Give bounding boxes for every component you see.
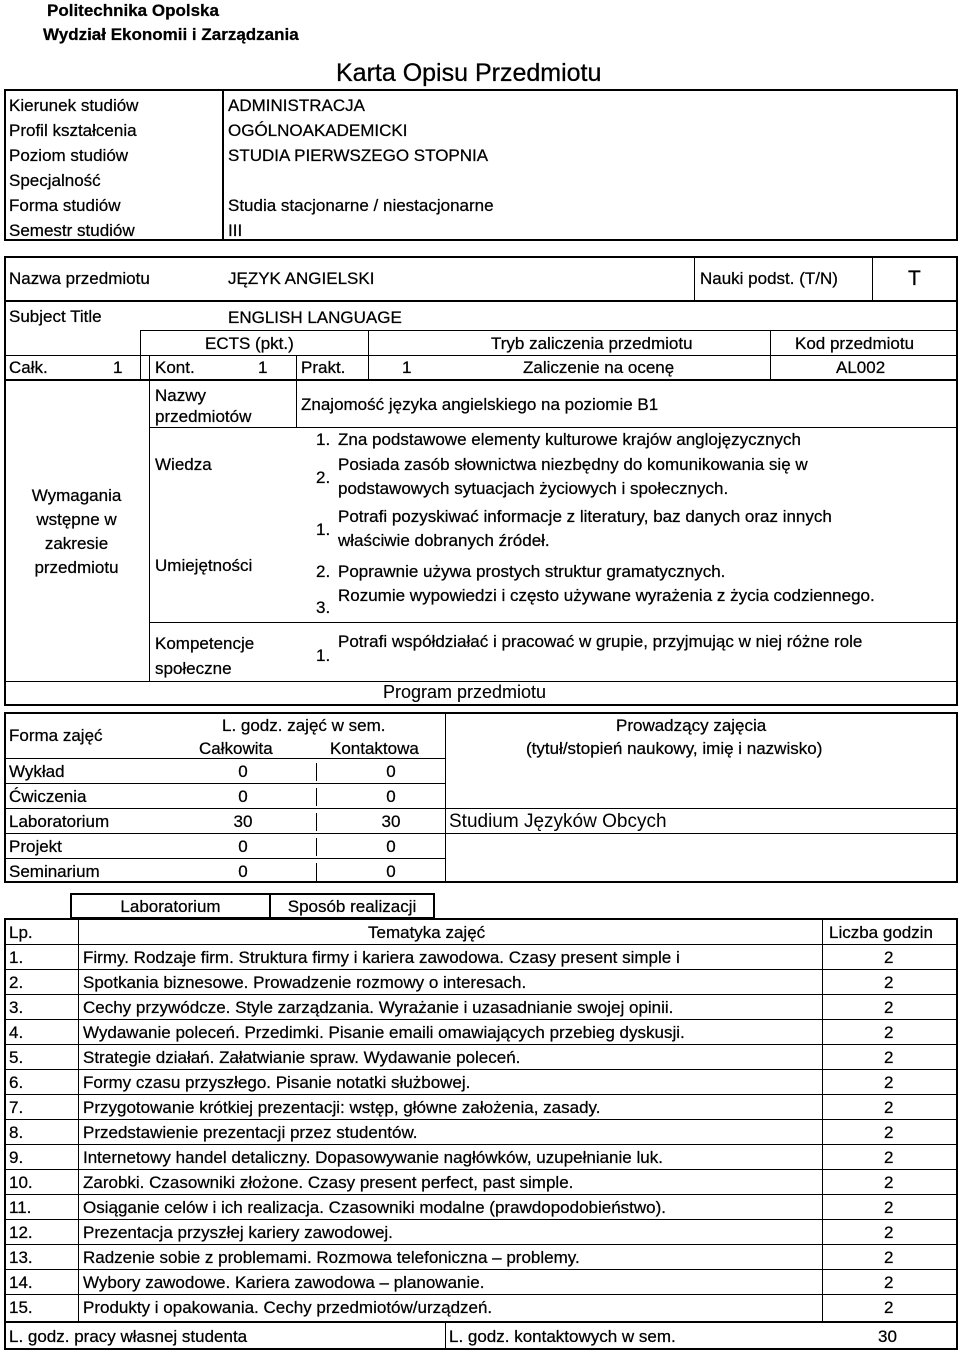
- kont-label: Kont.: [155, 358, 195, 377]
- wiedza-num: 2.: [316, 468, 331, 487]
- divider: [4, 758, 445, 759]
- program-title: Program przedmiotu: [383, 682, 547, 702]
- topic-hours: 2: [884, 1298, 894, 1317]
- umiejetnosci-item: właściwie dobranych źródeł.: [338, 531, 550, 550]
- umiejetnosci-num: 2.: [316, 562, 331, 581]
- umiejetnosci-label: Umiejętności: [155, 556, 253, 575]
- subject-name: JĘZYK ANGIELSKI: [228, 269, 375, 288]
- divider: [822, 918, 823, 1322]
- topic-hours: 2: [884, 1123, 894, 1142]
- divider: [296, 379, 297, 427]
- divider: [296, 355, 297, 379]
- divider: [4, 1069, 958, 1070]
- umiejetnosci-num: 1.: [316, 520, 331, 539]
- info-box: [4, 89, 958, 241]
- wlasna-label: L. godz. pracy własnej studenta: [9, 1327, 248, 1346]
- divider: [4, 1019, 958, 1020]
- kompetencje-item: Potrafi współdziałać i pracować w grupie, przyjmując w niej różne role: [338, 632, 863, 651]
- lp-header: Lp.: [9, 923, 33, 942]
- topic-hours: 2: [884, 1273, 894, 1292]
- wiedza-num: 1.: [316, 430, 331, 449]
- topic-hours: 2: [884, 948, 894, 967]
- topic-text: Produkty i opakowania. Cechy przedmiotów/urządzeń.: [83, 1298, 493, 1317]
- topic-text: Internetowy handel detaliczny. Dopasowywanie nagłówków, uzupełnianie luk.: [83, 1148, 663, 1167]
- topic-lp: 5.: [9, 1048, 24, 1067]
- info-value-semestr: III: [228, 221, 243, 240]
- divider: [4, 1119, 958, 1120]
- divider: [4, 1194, 958, 1195]
- divider: [445, 712, 446, 883]
- topic-hours: 2: [884, 1173, 894, 1192]
- topic-lp: 14.: [9, 1273, 33, 1292]
- topic-lp: 8.: [9, 1123, 24, 1142]
- divider: [316, 863, 317, 881]
- divider: [4, 1219, 958, 1220]
- requirements-label-line: wstępne w: [36, 510, 117, 529]
- wiedza-item: podstawowych sytuacjach życiowych i społecznych.: [338, 479, 729, 498]
- divider: [4, 833, 958, 834]
- nazwy-value: Znajomość języka angielskiego na poziomie B1: [301, 395, 659, 414]
- topic-lp: 6.: [9, 1073, 24, 1092]
- calk-value: 1: [113, 358, 123, 377]
- divider: [149, 355, 150, 379]
- forma-row-kont: 30: [381, 812, 401, 831]
- info-value-profil: OGÓLNOAKADEMICKI: [228, 121, 408, 140]
- divider: [4, 944, 958, 945]
- topic-text: Prezentacja przyszłej kariery zawodowej.: [83, 1223, 393, 1242]
- divider: [4, 1169, 958, 1170]
- tematyka-header: Tematyka zajęć: [368, 923, 486, 942]
- prowadzacy-sub: (tytuł/stopień naukowy, imię i nazwisko): [526, 739, 823, 758]
- calkowita-label: Całkowita: [199, 739, 273, 758]
- kompetencje-num: 1.: [316, 646, 331, 665]
- kompetencje-label: [155, 631, 254, 681]
- prakt-label: Prakt.: [301, 358, 346, 377]
- topic-lp: 12.: [9, 1223, 33, 1242]
- liczba-header: Liczba godzin: [829, 923, 933, 942]
- topic-lp: 3.: [9, 998, 24, 1017]
- info-label-poziom: Poziom studiów: [9, 146, 129, 165]
- forma-row-calk: 30: [233, 812, 253, 831]
- requirements-label-line: Wymagania: [31, 486, 122, 505]
- divider: [4, 1321, 958, 1323]
- divider: [149, 622, 958, 623]
- topic-text: Spotkania biznesowe. Prowadzenie rozmowy o interesach.: [83, 973, 527, 992]
- divider: [4, 1294, 958, 1295]
- info-label-forma: Forma studiów: [9, 196, 121, 215]
- forma-row-calk: 0: [238, 862, 248, 881]
- topic-text: Osiąganie celów i ich realizacja. Czasowniki modalne (prawdopodobieństwo).: [83, 1198, 667, 1217]
- topic-hours: 2: [884, 1023, 894, 1042]
- hours-label: L. godz. zajęć w sem.: [222, 716, 386, 735]
- topic-text: Firmy. Rodzaje firm. Struktura firmy i kariera zawodowa. Czasy present simple i: [83, 948, 680, 967]
- subject-name-label: Nazwa przedmiotu: [9, 269, 150, 288]
- topic-hours: 2: [884, 1223, 894, 1242]
- divider: [4, 969, 958, 970]
- forma-row-kont: 0: [386, 837, 396, 856]
- forma-row-label: Ćwiczenia: [9, 787, 87, 806]
- umiejetnosci-num: 3.: [316, 598, 331, 617]
- wiedza-label: Wiedza: [155, 455, 212, 474]
- wiedza-item: Zna podstawowe elementy kulturowe krajów anglojęzycznych: [338, 430, 802, 449]
- topic-hours: 2: [884, 1248, 894, 1267]
- topic-hours: 2: [884, 1048, 894, 1067]
- divider: [4, 783, 445, 784]
- kontakt-value: 30: [878, 1327, 897, 1346]
- topic-text: Zarobki. Czasowniki złożone. Czasy present perfect, past simple.: [83, 1173, 574, 1192]
- forma-row-kont: 0: [386, 787, 396, 806]
- topic-text: Strategie działań. Załatwianie spraw. Wydawanie poleceń.: [83, 1048, 521, 1067]
- divider: [4, 379, 958, 381]
- nazwy-label-line: przedmiotów: [155, 407, 252, 426]
- requirements-label: [4, 484, 149, 580]
- topic-text: Wydawanie poleceń. Przedimki. Pisanie emaili omawiających przebieg dyskusji.: [83, 1023, 685, 1042]
- divider: [316, 788, 317, 806]
- info-label-kierunek: Kierunek studiów: [9, 96, 139, 115]
- prowadzacy-value: Studium Języków Obcych: [449, 811, 667, 832]
- divider: [316, 763, 317, 781]
- umiejetnosci-item: Rozumie wypowiedzi i często używane wyrażenia z życia codziennego.: [338, 586, 875, 605]
- divider: [445, 1322, 446, 1350]
- topic-hours: 2: [884, 973, 894, 992]
- divider: [4, 1094, 958, 1095]
- nazwy-label: [155, 385, 251, 427]
- info-value-forma: Studia stacjonarne / niestacjonarne: [228, 196, 494, 215]
- sposob-label: Sposób realizacji: [287, 897, 417, 916]
- divider: [4, 300, 958, 302]
- divider: [694, 256, 695, 300]
- topic-lp: 1.: [9, 948, 24, 967]
- kod-value: AL002: [836, 358, 886, 377]
- topic-lp: 7.: [9, 1098, 24, 1117]
- divider: [4, 994, 958, 995]
- requirements-label-line: przedmiotu: [34, 558, 119, 577]
- ects-label: ECTS (pkt.): [205, 334, 294, 353]
- divider: [316, 838, 317, 856]
- topic-hours: 2: [884, 1148, 894, 1167]
- subject-title-label: Subject Title: [9, 307, 102, 326]
- divider: [78, 918, 79, 1322]
- kont-value: 1: [258, 358, 268, 377]
- kompetencje-label-line: społeczne: [155, 659, 232, 678]
- kontakt-label: L. godz. kontaktowych w sem.: [449, 1327, 676, 1346]
- forma-row-calk: 0: [238, 837, 248, 856]
- topic-lp: 2.: [9, 973, 24, 992]
- topic-hours: 2: [884, 1198, 894, 1217]
- topic-lp: 11.: [9, 1198, 32, 1217]
- topic-hours: 2: [884, 1098, 894, 1117]
- topic-text: Cechy przywódcze. Style zarządzania. Wyrażanie i uzasadnianie swojej opinii.: [83, 998, 674, 1017]
- nazwy-label-line: Nazwy: [155, 386, 207, 405]
- topic-hours: 2: [884, 1073, 894, 1092]
- subject-title-en: ENGLISH LANGUAGE: [228, 308, 402, 327]
- divider: [149, 379, 150, 681]
- topic-lp: 15.: [9, 1298, 33, 1317]
- university-name: Politechnika Opolska: [47, 1, 219, 20]
- prakt-value: 1: [402, 358, 412, 377]
- topic-lp: 4.: [9, 1023, 24, 1042]
- nauki-value: T: [908, 267, 921, 290]
- umiejetnosci-item: Poprawnie używa prostych struktur gramatycznych.: [338, 562, 726, 581]
- umiejetnosci-item: Potrafi pozyskiwać informacje z literatury, baz danych oraz innych: [338, 507, 832, 526]
- divider: [316, 813, 317, 831]
- topic-text: Wybory zawodowe. Kariera zawodowa – planowanie.: [83, 1273, 485, 1292]
- topic-lp: 9.: [9, 1148, 24, 1167]
- info-label-specjalnosc: Specjalność: [9, 171, 101, 190]
- divider: [872, 256, 873, 300]
- wiedza-item: Posiada zasób słownictwa niezbędny do komunikowania się w: [338, 455, 808, 474]
- divider: [140, 330, 958, 331]
- divider: [4, 1044, 958, 1045]
- forma-row-label: Projekt: [9, 837, 62, 856]
- kontaktowa-label: Kontaktowa: [330, 739, 419, 758]
- forma-row-calk: 0: [238, 762, 248, 781]
- divider: [4, 1244, 958, 1245]
- topic-text: Formy czasu przyszłego. Pisanie notatki służbowej.: [83, 1073, 471, 1092]
- info-value-kierunek: ADMINISTRACJA: [228, 96, 365, 115]
- topic-text: Przygotowanie krótkiej prezentacji: wstęp, główne założenia, zasady.: [83, 1098, 601, 1117]
- requirements-label-line: zakresie: [44, 534, 109, 553]
- topic-text: Radzenie sobie z problemami. Rozmowa telefoniczna – problemy.: [83, 1248, 580, 1267]
- divider: [4, 858, 445, 859]
- faculty-name: Wydział Ekonomii i Zarządzania: [43, 25, 299, 44]
- topic-text: Przedstawienie prezentacji przez studentów.: [83, 1123, 418, 1142]
- topic-lp: 10.: [9, 1173, 33, 1192]
- info-divider: [222, 89, 224, 241]
- page-title: Karta Opisu Przedmiotu: [336, 59, 602, 87]
- forma-row-label: Wykład: [9, 762, 65, 781]
- info-value-poziom: STUDIA PIERWSZEGO STOPNIA: [228, 146, 489, 165]
- tryb-value: Zaliczenie na ocenę: [523, 358, 675, 377]
- divider: [4, 1269, 958, 1270]
- divider: [4, 808, 958, 809]
- forma-row-label: Laboratorium: [9, 812, 110, 831]
- divider: [4, 355, 958, 356]
- info-label-semestr: Semestr studiów: [9, 221, 135, 240]
- calk-label: Całk.: [9, 358, 48, 377]
- form-type-label: Laboratorium: [120, 897, 221, 916]
- nauki-label: Nauki podst. (T/N): [700, 269, 838, 288]
- forma-row-label: Seminarium: [9, 862, 100, 881]
- info-label-profil: Profil kształcenia: [9, 121, 137, 140]
- divider: [4, 1144, 958, 1145]
- topic-hours: 2: [884, 998, 894, 1017]
- prowadzacy-label: Prowadzący zajęcia: [616, 716, 767, 735]
- kod-label: Kod przedmiotu: [795, 334, 915, 353]
- tryb-label: Tryb zaliczenia przedmiotu: [491, 334, 693, 353]
- forma-row-kont: 0: [386, 762, 396, 781]
- divider: [149, 427, 958, 428]
- forma-label: Forma zajęć: [9, 726, 103, 745]
- forma-row-kont: 0: [386, 862, 396, 881]
- forma-row-calk: 0: [238, 787, 248, 806]
- kompetencje-label-line: Kompetencje: [155, 634, 255, 653]
- topic-lp: 13.: [9, 1248, 33, 1267]
